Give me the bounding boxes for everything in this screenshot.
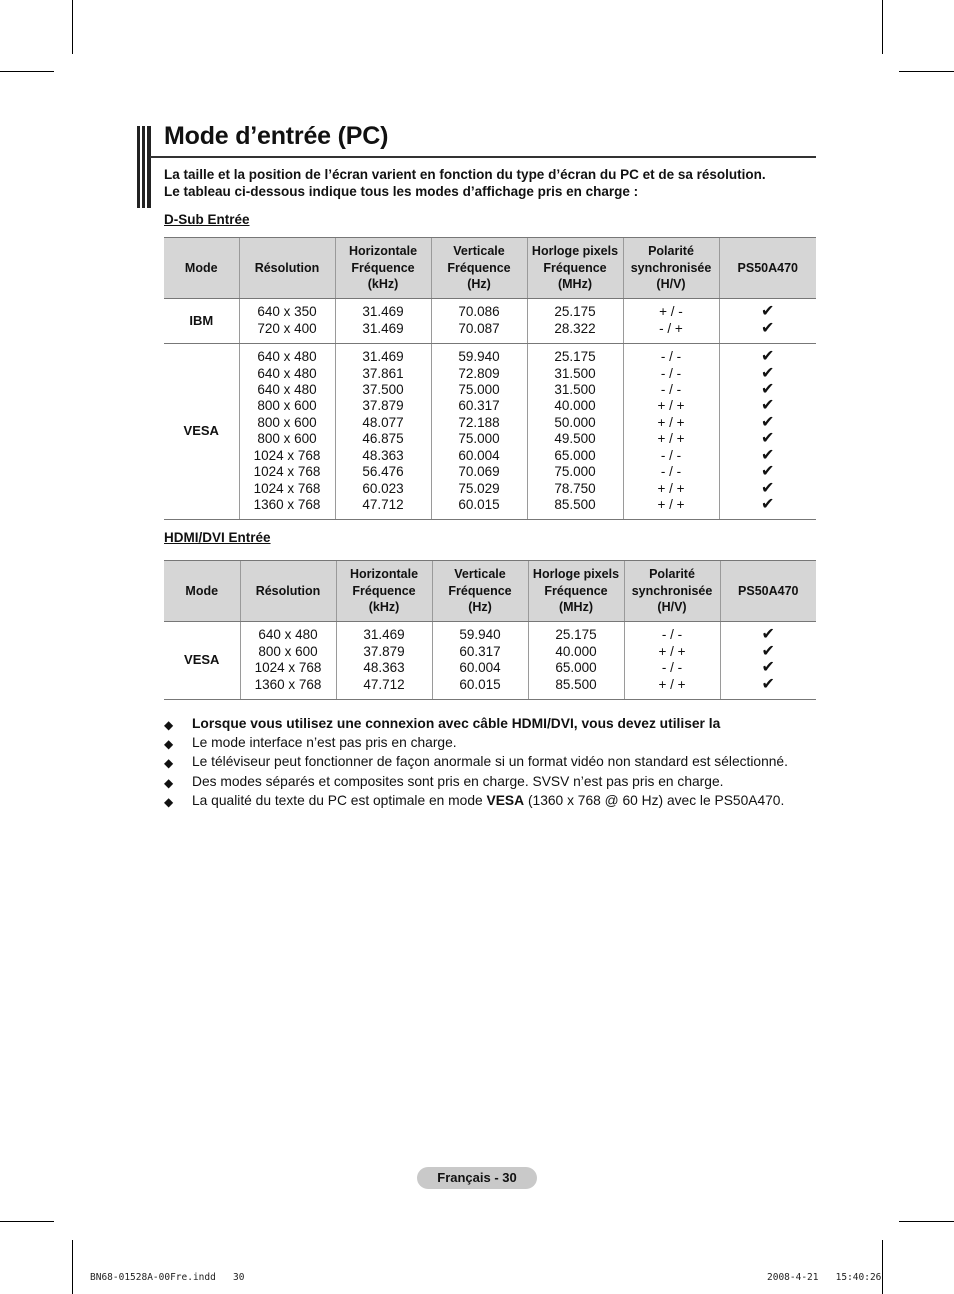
note-item: ◆ Le téléviseur peut fonctionner de façon anormale si un format vidéo non standard est sélectionné.	[164, 754, 788, 771]
mode-cell: VESA	[164, 622, 240, 700]
page-number-badge: Français - 30	[417, 1167, 537, 1189]
vertical-frequency-cell: 59.940 72.809 75.000 60.317 72.188 75.000 60.004 70.069 75.029 60.015	[431, 343, 527, 519]
intro-text	[164, 166, 814, 200]
header-pixel-clock: Horloge pixels Fréquence (MHz)	[528, 561, 624, 622]
header-resolution: Résolution	[239, 238, 335, 299]
print-slug-file: BN68-01528A-00Fre.indd 30	[90, 1272, 245, 1283]
crop-mark	[72, 1240, 73, 1294]
mode-cell: IBM	[164, 299, 239, 344]
crop-mark	[882, 1240, 883, 1294]
check-mark-icon: ✔	[761, 446, 775, 464]
dsub-heading: D-Sub Entrée	[164, 212, 250, 227]
check-mark-icon: ✔	[761, 413, 775, 431]
table-header-row	[164, 238, 816, 299]
pixel-clock-cell: 25.175 31.500 31.500 40.000 50.000 49.500 65.000 75.000 78.750 85.500	[527, 343, 623, 519]
check-mark-icon: ✔	[761, 642, 775, 660]
crop-mark	[0, 71, 54, 72]
resolution-cell: 640 x 480 640 x 480 640 x 480 800 x 600 800 x 600 800 x 600 1024 x 768 1024 x 768 1024 x 768 1360 x 768	[239, 343, 335, 519]
check-mark-icon: ✔	[761, 626, 775, 644]
header-mode: Mode	[164, 238, 239, 299]
check-mark-icon: ✔	[761, 348, 775, 366]
support-check-cell	[719, 299, 816, 344]
intro-line: Le tableau ci-dessous indique tous les modes d’affichage pris en charge :	[164, 184, 639, 199]
check-mark-icon: ✔	[761, 397, 775, 415]
check-mark-icon: ✔	[761, 479, 775, 497]
check-mark-icon: ✔	[761, 675, 775, 693]
header-pixel-clock: Horloge pixels Fréquence (MHz)	[527, 238, 623, 299]
horizontal-frequency-cell: 31.469 37.879 48.363 47.712	[336, 622, 432, 700]
intro-line: La taille et la position de l’écran varient en fonction du type d’écran du PC et de sa résolution.	[164, 167, 766, 182]
diamond-bullet-icon: ◆	[164, 737, 174, 752]
check-mark-icon: ✔	[761, 495, 775, 513]
check-mark-icon: ✔	[761, 319, 775, 337]
horizontal-frequency-cell: 31.469 37.861 37.500 37.879 48.077 46.875 48.363 56.476 60.023 47.712	[335, 343, 431, 519]
check-mark-icon: ✔	[761, 659, 775, 677]
mode-group-row	[164, 299, 816, 344]
title-accent-bars	[137, 126, 151, 208]
check-mark-icon: ✔	[761, 430, 775, 448]
diamond-bullet-icon: ◆	[164, 794, 174, 809]
check-mark-icon: ✔	[761, 381, 775, 399]
note-item: ◆ Le mode interface n’est pas pris en charge.	[164, 735, 457, 752]
crop-mark	[899, 1221, 954, 1222]
header-vertical-frequency: Verticale Fréquence (Hz)	[431, 238, 527, 299]
horizontal-frequency-cell: 31.469 31.469	[335, 299, 431, 344]
sync-polarity-cell: - / - + / + - / - + / +	[624, 622, 720, 700]
mode-group-row	[164, 343, 816, 519]
vertical-frequency-cell: 59.940 60.317 60.004 60.015	[432, 622, 528, 700]
diamond-bullet-icon: ◆	[164, 718, 174, 732]
resolution-cell: 640 x 350 720 x 400	[239, 299, 335, 344]
header-model: PS50A470	[720, 561, 816, 622]
crop-mark	[899, 71, 954, 72]
header-model: PS50A470	[719, 238, 816, 299]
note-item: ◆ Des modes séparés et composites sont pris en charge. SVSV n’est pas pris en charge.	[164, 773, 724, 790]
diamond-bullet-icon: ◆	[164, 775, 174, 790]
crop-mark	[882, 0, 883, 54]
notes-list	[164, 716, 824, 812]
diamond-bullet-icon: ◆	[164, 756, 174, 771]
header-resolution: Résolution	[240, 561, 336, 622]
header-horizontal-frequency: Horizontale Fréquence (kHz)	[336, 561, 432, 622]
check-mark-icon: ✔	[761, 364, 775, 382]
dsub-modes-table	[164, 237, 816, 520]
check-mark-icon: ✔	[761, 463, 775, 481]
resolution-cell: 640 x 480 800 x 600 1024 x 768 1360 x 768	[240, 622, 336, 700]
check-mark-icon: ✔	[761, 303, 775, 321]
mode-group-row	[164, 622, 816, 700]
vertical-frequency-cell: 70.086 70.087	[431, 299, 527, 344]
note-item: ◆ Lorsque vous utilisez une connexion avec câble HDMI/DVI, vous devez utiliser la	[164, 716, 721, 732]
header-mode: Mode	[164, 561, 240, 622]
page-title: Mode d’entrée (PC)	[164, 122, 389, 150]
note-item: ◆ La qualité du texte du PC est optimale en mode VESA (1360 x 768 @ 60 Hz) avec le PS50A470.	[164, 792, 785, 809]
header-sync-polarity: Polarité synchronisée (H/V)	[623, 238, 719, 299]
header-horizontal-frequency: Horizontale Fréquence (kHz)	[335, 238, 431, 299]
header-vertical-frequency: Verticale Fréquence (Hz)	[432, 561, 528, 622]
mode-cell: VESA	[164, 343, 239, 519]
crop-mark	[0, 1221, 54, 1222]
pixel-clock-cell: 25.175 28.322	[527, 299, 623, 344]
table-header-row	[164, 561, 816, 622]
support-check-cell	[719, 343, 816, 519]
hdmi-modes-table	[164, 560, 816, 700]
title-rule	[150, 156, 816, 158]
support-check-cell	[720, 622, 816, 700]
sync-polarity-cell: + / - - / +	[623, 299, 719, 344]
crop-mark	[72, 0, 73, 54]
header-sync-polarity: Polarité synchronisée (H/V)	[624, 561, 720, 622]
print-slug-timestamp: 2008-4-21 15:40:26	[767, 1272, 882, 1283]
pixel-clock-cell: 25.175 40.000 65.000 85.500	[528, 622, 624, 700]
hdmi-heading: HDMI/DVI Entrée	[164, 530, 271, 545]
sync-polarity-cell: - / - - / - - / - + / + + / + + / + - / - - / - + / + + / +	[623, 343, 719, 519]
